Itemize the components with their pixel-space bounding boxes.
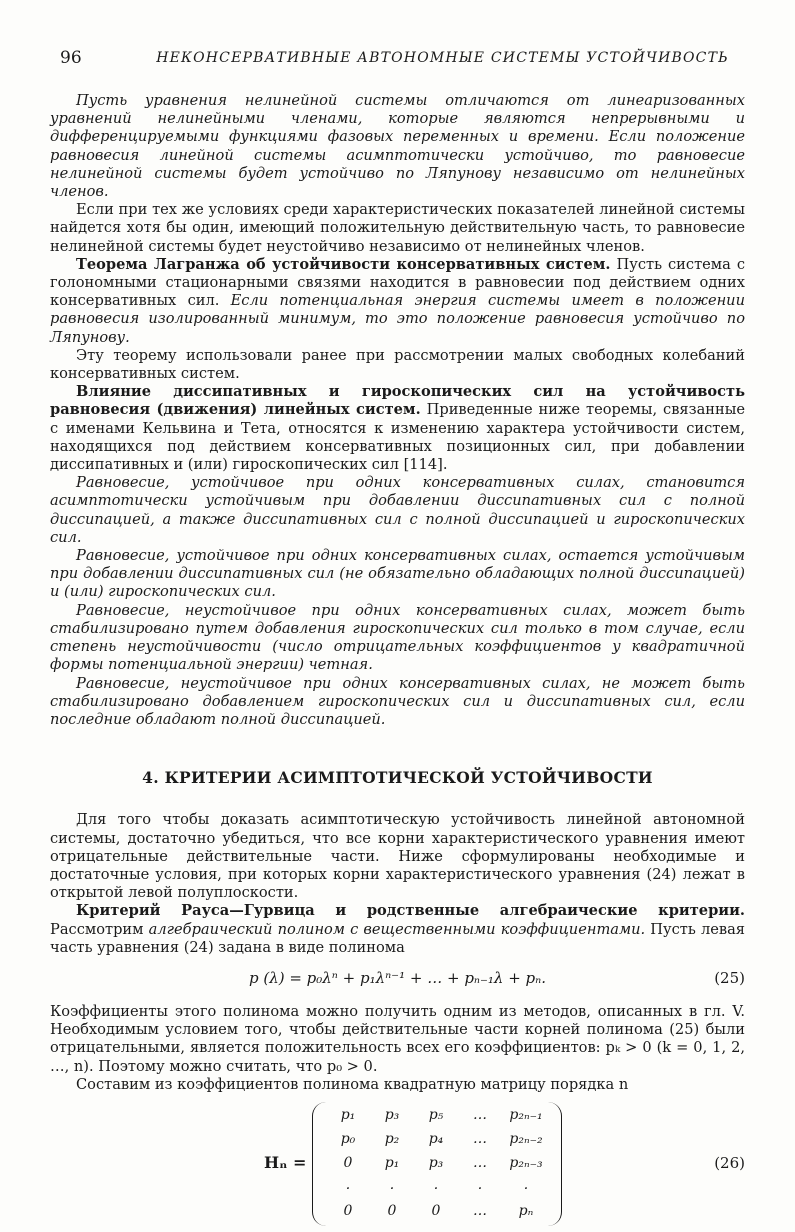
- matrix-lhs: Hₙ =: [264, 1152, 307, 1172]
- paragraph-matrix-intro: Составим из коэффициентов полинома квадратную матрицу порядка n: [76, 1075, 629, 1093]
- matrix-cell: 0: [387, 1202, 397, 1219]
- paragraph-kelvin-tait-3: Равновесие, неустойчивое при одних консервативных силах, может быть стабилизировано путем добавления гироскопических сил только в том случае, если степень неустойчивости (число отрицательных коэффициентов у квадратичной формы потенциальной энергии) четная.: [50, 601, 745, 674]
- left-parenthesis: [312, 1102, 327, 1226]
- paragraph-kelvin-tait-2: Равновесие, устойчивое при одних консервативных силах, остается устойчивым при добавлении диссипативных сил (не обязательно обладающих полной диссипацией) и (или) гироскопических сил.: [50, 547, 745, 601]
- matrix-cell: ·: [345, 1180, 351, 1197]
- paragraph-coefficients: Коэффициенты этого полинома можно получить одним из методов, описанных в гл. V. Необходимым условием того, чтобы действительные части корней полинома (25) были отрицательными, является положительность всех его коэффициентов: pₖ > 0 (k = 0, 1, 2, …, n). Поэтому можно считать, что p₀ > 0.: [50, 1002, 745, 1075]
- dissipative-text: Приведенные ниже теоремы, связанные с именами Кельвина и Тета, относятся к изменению характера устойчивости систем, находящихся под действием консервативных позиционных сил, при добавлении диссипативных и (или) гироскопических сил [114].: [50, 401, 745, 474]
- matrix-cell: p₂ₙ₋₃: [509, 1154, 543, 1171]
- matrix-cell: p₁: [384, 1154, 400, 1171]
- matrix-cell: 0: [431, 1202, 441, 1219]
- matrix-cell: p₃: [384, 1106, 400, 1123]
- equation-25: [50, 957, 745, 1003]
- matrix-cell: ·: [389, 1180, 395, 1197]
- paragraph-lagrange-theorem: [50, 256, 745, 347]
- matrix-cell: …: [473, 1202, 487, 1219]
- matrix-cell: …: [473, 1154, 487, 1171]
- matrix-cell: p₁: [340, 1106, 356, 1123]
- running-title: НЕКОНСЕРВАТИВНЫЕ АВТОНОМНЫЕ СИСТЕМЫ УСТОЙЧИВОСТЬ: [156, 50, 729, 66]
- equation-26: [50, 1102, 745, 1232]
- matrix-cell: 0: [343, 1154, 353, 1171]
- paragraph-asymptotic-intro: Для того чтобы доказать асимптотическую устойчивость линейной автономной системы, достаточно убедиться, что все корни характеристического уравнения имеют отрицательные действительные части. Ниже сформулированы необходимые и достаточные условия, при которых корни характеристического уравнения (24) лежат в открытой левой полуплоскости.: [50, 811, 745, 902]
- matrix-cell: ·: [523, 1180, 529, 1197]
- section-title: 4. КРИТЕРИИ АСИМПТОТИЧЕСКОЙ УСТОЙЧИВОСТИ: [142, 768, 653, 788]
- matrix-cell: p₂ₙ₋₂: [509, 1130, 543, 1147]
- paragraph-nonlinear-instability: Если при тех же условиях среди характеристических показателей линейной системы найдется хотя бы один, имеющий положительную действительную часть, то равновесие нелинейной системы будет неустойчиво независимо от нелинейных членов.: [50, 201, 745, 255]
- matrix-cell: p₄: [428, 1130, 444, 1147]
- matrix-cell: ·: [433, 1180, 439, 1197]
- paragraph-kelvin-tait-1: Равновесие, устойчивое при одних консервативных силах, становится асимптотически устойчивым при добавлении диссипативных сил с полной диссипацией, а также диссипативных сил с полной диссипацией и гироскопических сил.: [50, 474, 745, 546]
- paragraph-theorem-usage: Эту теорему использовали ранее при рассмотрении малых свободных колебаний консервативных систем.: [50, 346, 745, 383]
- matrix-cell: p₂ₙ₋₁: [509, 1106, 543, 1123]
- matrix-cell: ·: [477, 1180, 483, 1197]
- page-number: 96: [60, 48, 82, 68]
- page-body: [50, 92, 745, 1232]
- lagrange-theorem-text: Пусть система с голономными стационарными связями находится в равновесии под действием одних консервативных сил.: [50, 255, 745, 310]
- routh-hurwitz-text2: Пусть левая часть уравнения (24) задана в виде полинома: [50, 920, 745, 956]
- matrix-cell: p₂: [384, 1130, 400, 1147]
- routh-hurwitz-heading: Критерий Рауса—Гурвица и родственные алгебраические критерии.: [76, 902, 745, 920]
- matrix-cell: p₃: [428, 1154, 444, 1171]
- equation-26-number: (26): [714, 1153, 745, 1172]
- matrix-cell: p₀: [340, 1130, 356, 1147]
- equation-25-formula: p (λ) = p₀λⁿ + p₁λⁿ⁻¹ + … + pₙ₋₁λ + pₙ.: [248, 968, 546, 987]
- page-header: [50, 40, 745, 70]
- routh-hurwitz-italic: алгебраический полином с вещественными коэффициентами.: [148, 920, 646, 938]
- hurwitz-matrix: [312, 1102, 562, 1230]
- paragraph-routh-hurwitz: [50, 902, 745, 957]
- matrix-cell: 0: [343, 1202, 353, 1219]
- paragraph-nonlinear-stability: Пусть уравнения нелинейной системы отличаются от линеаризованных уравнений нелинейными членами, которые являются непрерывными и дифференцируемыми функциями фазовых переменных и времени. Если положение равновесия линейной системы асимптотически устойчиво, то равновесие нелинейной системы будет устойчиво по Ляпунову независимо от нелинейных членов.: [50, 92, 745, 201]
- dissipative-heading: Влияние диссипативных и гироскопических сил на устойчивость равновесия (движения) линейных систем.: [50, 383, 745, 419]
- paragraph-kelvin-tait-4: Равновесие, неустойчивое при одних консервативных силах, не может быть стабилизировано добавлением гироскопических сил и диссипативных сил, если последние обладают полной диссипацией.: [50, 674, 745, 728]
- matrix-cell: pₙ: [518, 1202, 534, 1219]
- matrix-cell: …: [473, 1106, 487, 1123]
- paragraph-dissipative-gyroscopic: [50, 383, 745, 474]
- lagrange-theorem-heading: Теорема Лагранжа об устойчивости консервативных систем.: [76, 255, 611, 273]
- routh-hurwitz-text: Рассмотрим: [50, 920, 149, 938]
- equation-25-number: (25): [714, 968, 745, 987]
- lagrange-theorem-statement: Если потенциальная энергия системы имеет в положении равновесия изолированный минимум, то это положение равновесия устойчиво по Ляпунову.: [50, 292, 745, 346]
- matrix-cell: p₅: [428, 1106, 444, 1123]
- matrix-cell: …: [473, 1130, 487, 1147]
